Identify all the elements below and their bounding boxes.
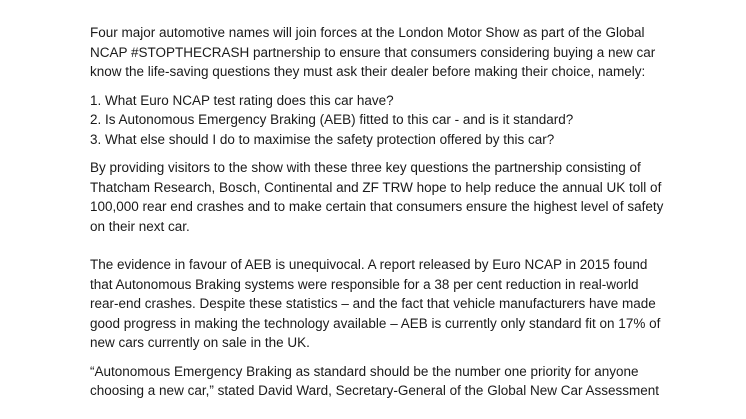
evidence-paragraph: The evidence in favour of AEB is unequivocal. A report released by Euro NCAP in 2015 found that Autonomous Braking systems were responsible for a 38 per cent reduction in real-world rear-end crashes. Despite these statistics – and the fact that vehicle manufacturers have made good progress in making the technology available – AEB is currently only standard fit on 17% of new cars currently on sale in the UK. bbox=[90, 257, 661, 350]
document-body bbox=[90, 23, 670, 401]
question-list bbox=[90, 91, 670, 150]
question-item: 2. Is Autonomous Emergency Braking (AEB) fitted to this car - and is it standard? bbox=[90, 112, 574, 127]
intro-paragraph: Four major automotive names will join forces at the London Motor Show as part of the Global NCAP #STOPTHECRASH partnership to ensure that consumers considering buying a new car know the life-saving questions they must ask their dealer before making their choice, namely: bbox=[90, 25, 656, 79]
question-item: 3. What else should I do to maximise the safety protection offered by this car? bbox=[90, 131, 555, 147]
quote-paragraph: “Autonomous Emergency Braking as standard should be the number one priority for anyone choosing a new car,” stated David Ward, Secretary-General of the Global New Car Assessment bbox=[90, 363, 660, 398]
partnership-paragraph: By providing visitors to the show with these three key questions the partnership consisting of Thatcham Research, Bosch, Continental and ZF TRW hope to help reduce the annual UK toll of 100,000 rear end crashes and to make certain that consumers ensure the highest level of safety on their next car. bbox=[90, 160, 664, 234]
question-item: 1. What Euro NCAP test rating does this car have? bbox=[90, 92, 394, 108]
